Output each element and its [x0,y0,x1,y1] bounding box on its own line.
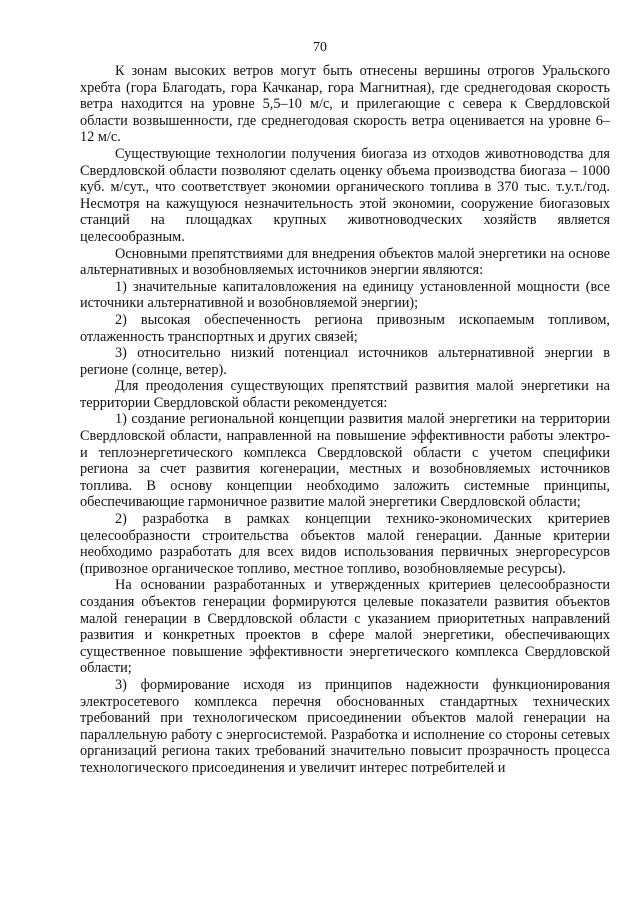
list-item-obstacle-2: 2) высокая обеспеченность региона привозным ископаемым топливом, отлаженность транспортных и других связей; [80,311,610,345]
paragraph-recommendations-intro: Для преодоления существующих препятствий развития малой энергетики на территории Свердловской области рекомендуется: [80,378,610,411]
paragraph-obstacles-intro: Основными препятствиями для внедрения объектов малой энергетики на основе альтернативных и возобновляемых источников энергии являются: [80,245,610,279]
body-text [80,63,610,777]
paragraph-wind-zones: К зонам высоких ветров могут быть отнесены вершины отрогов Уральского хребта (гора Благодать, гора Качканар, гора Магнитная), где среднегодовая скорость ветра находится на уровне 5,5–10 м/с, и прилегающие с севера к Свердловской области возвышенности, где среднегодовая скорость ветра оценивается на уровне 6–12 м/с. [80,63,610,146]
list-item-recommendation-1: 1) создание региональной концепции развития малой энергетики на территории Свердловской области, направленной на повышение эффективности работы электро- и теплоэнергетического комплекса Свердловской области с учетом специфики региона за счет развития когенерации, местных и возобновляемых источников топлива. В основу концепции необходимо заложить системные принципы, обеспечивающие гармоничное развитие малой энергетики Свердловской области; [80,411,610,511]
list-item-obstacle-3: 3) относительно низкий потенциал источников альтернативной энергии в регионе (солнце, ветер). [80,345,610,378]
list-item-recommendation-2: 2) разработка в рамках концепции технико-экономических критериев целесообразности строительства объектов малой генерации. Данные критерии необходимо разработать для всех видов использования первичных энергоресурсов (привозное органическое топливо, местное топливо, возобновляемые ресурсы). [80,511,610,577]
list-item-recommendation-3: 3) формирование исходя из принципов надежности функционирования электросетевого комплекса перечня обоснованных стандартных технических требований при технологическом присоединении объектов малой генерации на параллельную работу с энергосистемой. Разработка и исполнение со стороны сетевых организаций региона таких требований значительно повысит прозрачность процесса технологического присоединения и увеличит интерес потребителей и [80,676,610,776]
list-item-obstacle-1: 1) значительные капиталовложения на единицу установленной мощности (все источники альтернативной и возобновляемой энергии); [80,278,610,312]
paragraph-biogas: Существующие технологии получения биогаза из отходов животноводства для Свердловской области позволяют сделать оценку объема производства биогаза – 1000 куб. м/сут., что соответствует экономии органического топлива в 370 тыс. т.у.т./год. Несмотря на кажущуюся незначительность этой экономии, сооружение биогазовых станций на площадках крупных животноводческих хозяйств является целесообразным. [80,145,610,245]
paragraph-target-indicators: На основании разработанных и утвержденных критериев целесообразности создания объектов генерации формируются целевые показатели развития объектов малой генерации в Свердловской области с указанием приоритетных направлений развития и конкретных проектов в сфере малой энергетики, обеспечивающих существенное повышение эффективности энергетического комплекса Свердловской области; [80,577,610,677]
page-number: 70 [313,40,327,55]
